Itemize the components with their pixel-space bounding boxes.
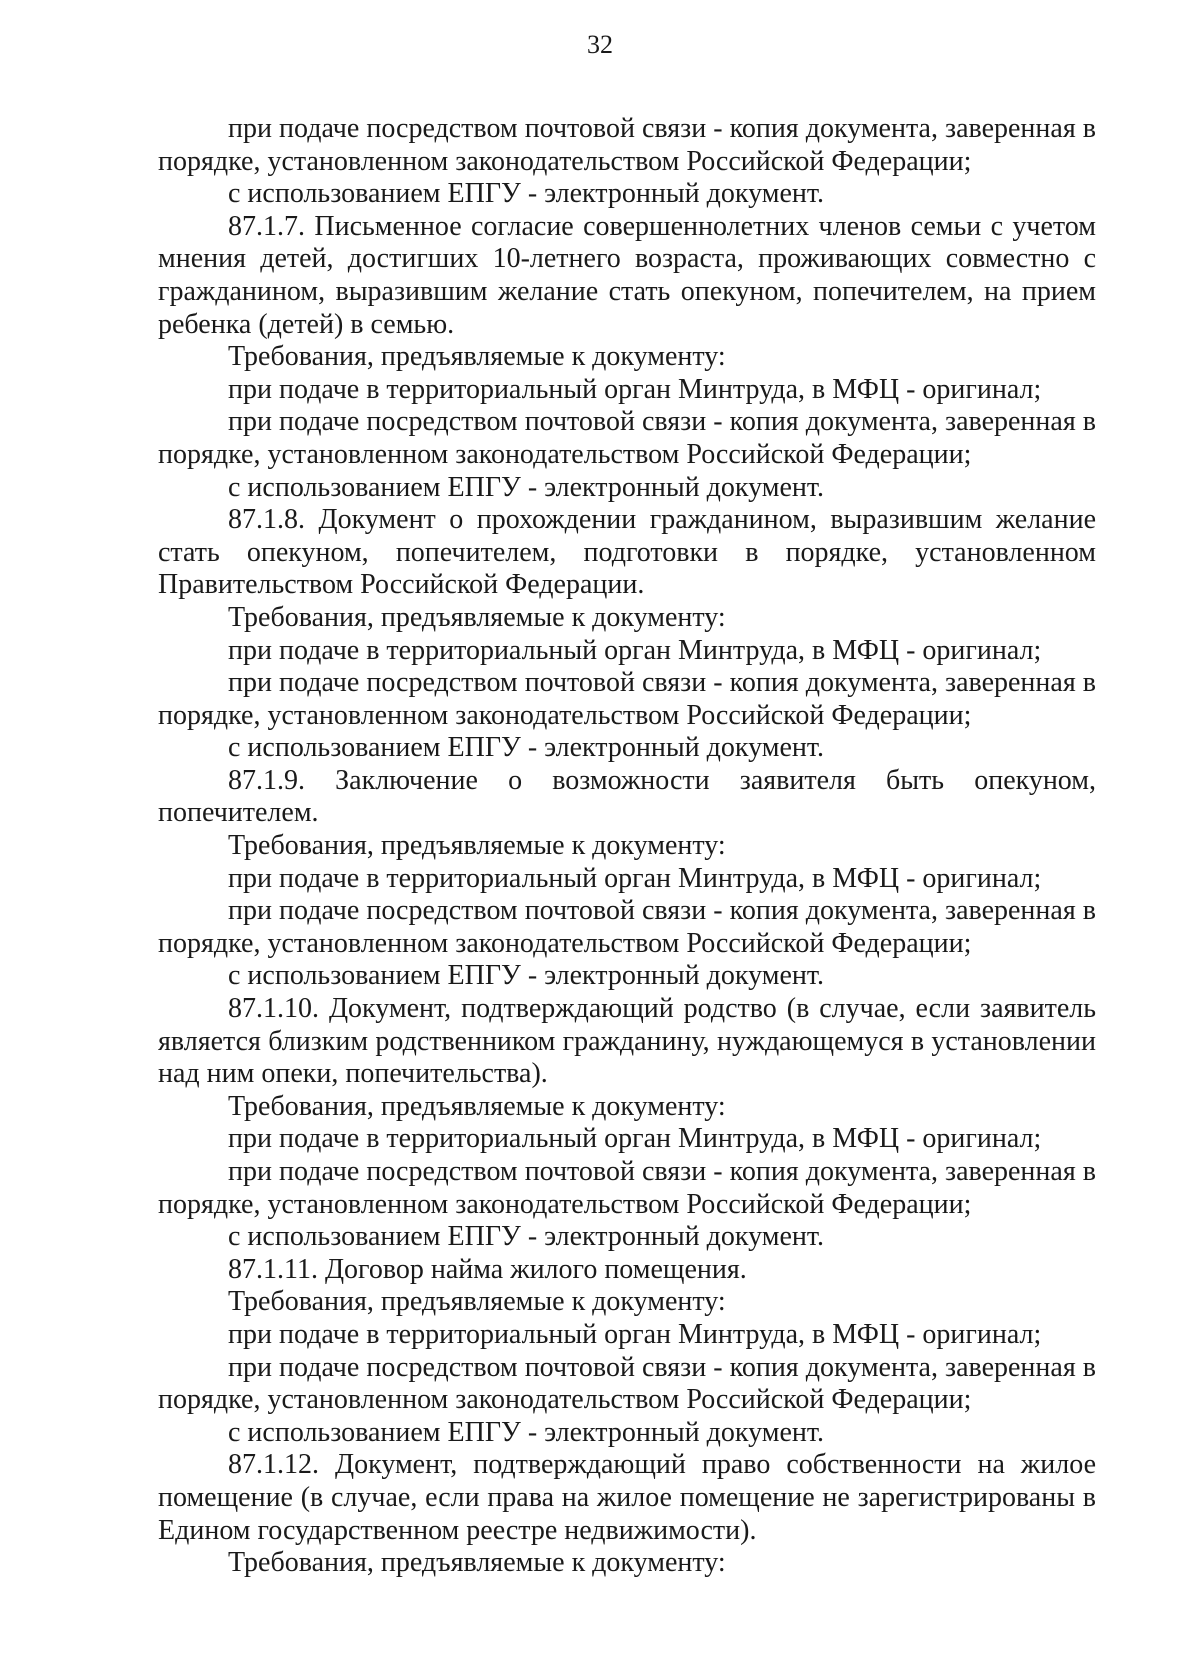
paragraph: 87.1.8. Документ о прохождении гражданином, выразившим желание стать опекуном, попечителем, подготовки в порядке, установленном Правительством Российской Федерации. — [158, 504, 1096, 601]
paragraph: при подаче посредством почтовой связи - копия документа, заверенная в порядке, установленном законодательством Российской Федерации; — [158, 406, 1096, 470]
paragraph: с использованием ЕПГУ - электронный документ. — [228, 1416, 824, 1448]
paragraph: при подаче в территориальный орган Минтруда, в МФЦ - оригинал; — [228, 1123, 1042, 1155]
paragraph: с использованием ЕПГУ - электронный документ. — [228, 732, 824, 764]
page-number: 32 — [587, 30, 613, 59]
paragraph: при подаче посредством почтовой связи - копия документа, заверенная в порядке, установленном законодательством Российской Федерации; — [158, 113, 1096, 177]
paragraph: с использованием ЕПГУ - электронный документ. — [228, 178, 824, 210]
paragraph: при подаче в территориальный орган Минтруда, в МФЦ - оригинал; — [228, 862, 1042, 894]
paragraph: Требования, предъявляемые к документу: — [228, 1286, 726, 1318]
paragraph: 87.1.11. Договор найма жилого помещения. — [228, 1253, 747, 1285]
paragraph: при подаче в территориальный орган Минтруда, в МФЦ - оригинал; — [228, 634, 1042, 666]
paragraph: Требования, предъявляемые к документу: — [228, 830, 726, 862]
paragraph: 87.1.10. Документ, подтверждающий родство (в случае, если заявитель является близким родственником гражданину, нуждающемуся в установлении над ним опеки, попечительства). — [158, 993, 1096, 1090]
paragraph: 87.1.9. Заключение о возможности заявителя быть опекуном, попечителем. — [158, 764, 1096, 829]
paragraph: при подаче в территориальный орган Минтруда, в МФЦ - оригинал; — [228, 373, 1042, 405]
paragraph: Требования, предъявляемые к документу: — [228, 1547, 726, 1579]
paragraph: 87.1.12. Документ, подтверждающий право собственности на жилое помещение (в случае, если права на жилое помещение не зарегистрированы в Едином государственном реестре недвижимости). — [158, 1449, 1096, 1546]
document-body — [158, 113, 1096, 1580]
paragraph: с использованием ЕПГУ - электронный документ. — [228, 960, 824, 992]
paragraph: 87.1.7. Письменное согласие совершеннолетних членов семьи с учетом мнения детей, достигших 10-летнего возраста, проживающих совместно с гражданином, выразившим желание стать опекуном, попечителем, на прием ребенка (детей) в семью. — [158, 210, 1096, 340]
paragraph: при подаче посредством почтовой связи - копия документа, заверенная в порядке, установленном законодательством Российской Федерации; — [158, 895, 1096, 959]
paragraph: с использованием ЕПГУ - электронный документ. — [228, 471, 824, 503]
paragraph: при подаче в территориальный орган Минтруда, в МФЦ - оригинал; — [228, 1318, 1042, 1350]
paragraph: при подаче посредством почтовой связи - копия документа, заверенная в порядке, установленном законодательством Российской Федерации; — [158, 1156, 1096, 1220]
paragraph: Требования, предъявляемые к документу: — [228, 1090, 726, 1122]
paragraph: с использованием ЕПГУ - электронный документ. — [228, 1221, 824, 1253]
paragraph: при подаче посредством почтовой связи - копия документа, заверенная в порядке, установленном законодательством Российской Федерации; — [158, 1351, 1096, 1416]
paragraph: при подаче посредством почтовой связи - копия документа, заверенная в порядке, установленном законодательством Российской Федерации; — [158, 667, 1096, 731]
paragraph: Требования, предъявляемые к документу: — [228, 601, 726, 633]
paragraph: Требования, предъявляемые к документу: — [228, 341, 726, 373]
